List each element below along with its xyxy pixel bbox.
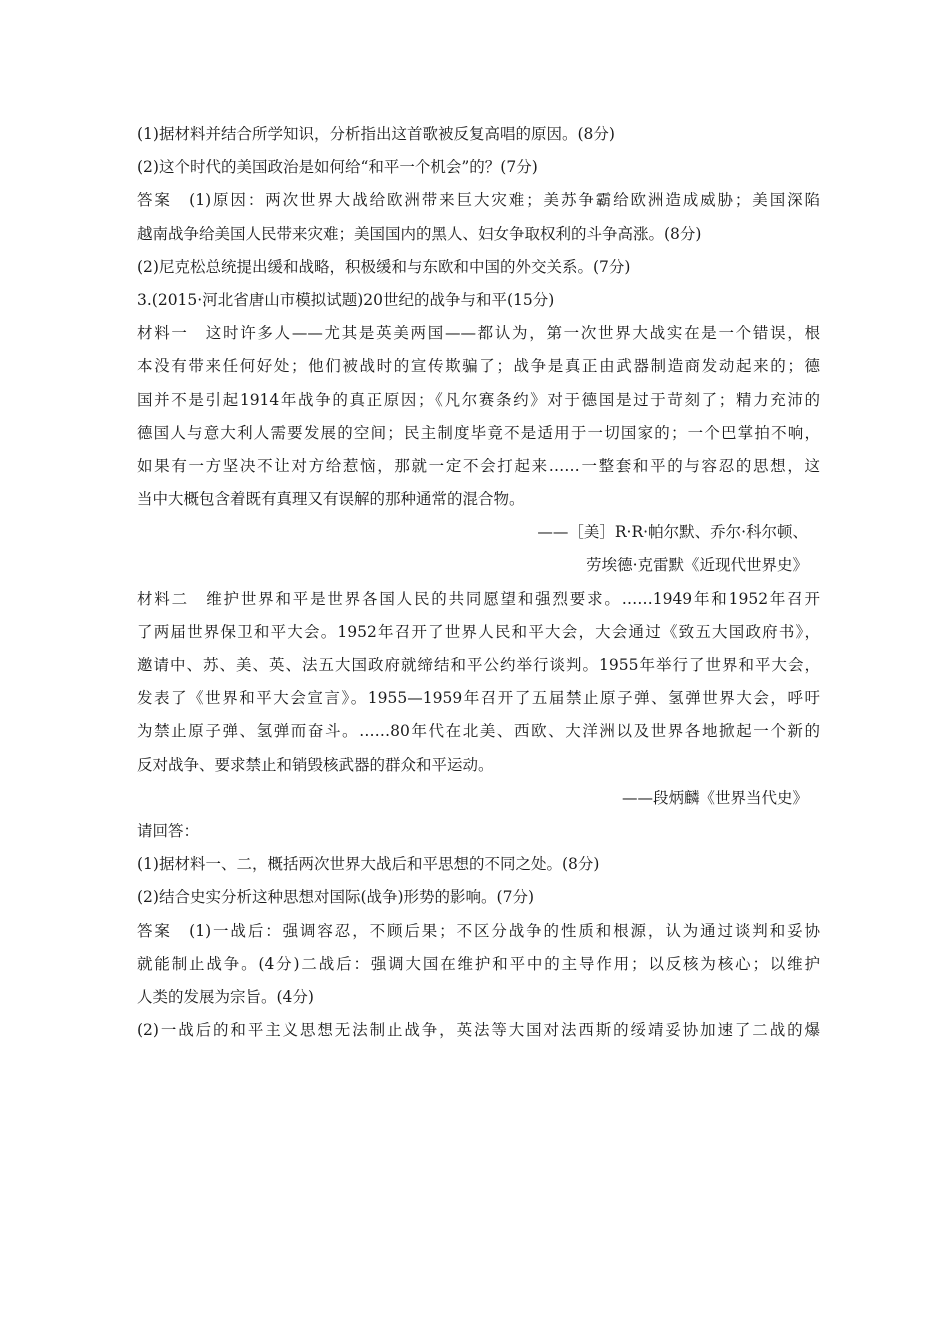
material-1-line: 如果有一方坚决不让对方给惹恼，那就一定不会打起来……一整套和平的与容忍的思想，这 [137, 456, 820, 475]
material-2-line: 反对战争、要求禁止和销毁核武器的群众和平运动。 [137, 755, 494, 774]
material-2-source: ——段炳麟《世界当代史》 [621, 788, 808, 807]
answer-line: 人类的发展为宗旨。(4分) [137, 987, 314, 1006]
question-3-heading: 3.(2015·河北省唐山市模拟试题)20世纪的战争与和平(15分) [137, 290, 555, 309]
material-2-line: 邀请中、苏、美、英、法五大国政府就缔结和平公约举行谈判。1955年举行了世界和平大会， [137, 656, 820, 674]
answer-line: (2)一战后的和平主义思想无法制止战争，英法等大国对法西斯的绥靖妥协加速了二战的爆 [137, 1021, 820, 1040]
material-1-source: 劳埃德·克雷默《近现代世界史》 [586, 556, 808, 575]
answer-line: 答案 (1)一战后：强调容忍，不顾后果；不区分战争的性质和根源，认为通过谈判和妥协 [137, 921, 820, 940]
question-1: (1)据材料并结合所学知识，分析指出这首歌被反复高唱的原因。(8分) [137, 125, 615, 143]
material-1-line: 当中大概包含着既有真理又有误解的那种通常的混合物。 [137, 490, 525, 509]
document-page [137, 118, 820, 1047]
material-1-line: 材料一 这时许多人——尤其是英美两国——都认为，第一次世界大战实在是一个错误，根 [137, 324, 820, 343]
answer-line: 就能制止战争。(4分)二战后：强调大国在维护和平中的主导作用；以反核为核心；以维护 [137, 954, 820, 973]
material-1-line: 本没有带来任何好处；他们被战时的宣传欺骗了；战争是真正由武器制造商发动起来的；德 [137, 357, 820, 376]
answer-line: 答案 (1)原因：两次世界大战给欧洲带来巨大灾难；美苏争霸给欧洲造成威胁；美国深陷 [137, 191, 820, 210]
material-2-line: 发表了《世界和平大会宣言》。1955—1959年召开了五届禁止原子弹、氢弹世界大会，呼吁 [137, 689, 820, 708]
material-2-line: 为禁止原子弹、氢弹而奋斗。……80年代在北美、西欧、大洋洲以及世界各地掀起一个新的 [137, 722, 820, 741]
sub-question-1: (1)据材料一、二，概括两次世界大战后和平思想的不同之处。(8分) [137, 855, 600, 874]
answer-line: 越南战争给美国人民带来灾难；美国国内的黑人、妇女争取权利的斗争高涨。(8分) [137, 224, 702, 243]
sub-question-2: (2)结合史实分析这种思想对国际(战争)形势的影响。(7分) [137, 888, 535, 907]
material-1-line: 德国人与意大利人需要发展的空间；民主制度毕竟不是适用于一切国家的；一个巴掌拍不响， [137, 423, 820, 442]
answer-line: (2)尼克松总统提出缓和战略，积极缓和与东欧和中国的外交关系。(7分) [137, 257, 631, 276]
prompt-label: 请回答： [137, 821, 200, 840]
material-2-line: 了两届世界保卫和平大会。1952年召开了世界人民和平大会，大会通过《致五大国政府书》， [137, 622, 820, 641]
question-2: (2)这个时代的美国政治是如何给“和平一个机会”的？(7分) [137, 158, 538, 177]
material-2-line: 材料二 维护世界和平是世界各国人民的共同愿望和强烈要求。……1949年和1952年召开 [137, 589, 820, 608]
material-1-source: ——［美］R·R·帕尔默、乔尔·科尔顿、 [537, 523, 808, 542]
material-1-line: 国并不是引起1914年战争的真正原因；《凡尔赛条约》对于德国是过于苛刻了；精力充沛的 [137, 390, 820, 409]
